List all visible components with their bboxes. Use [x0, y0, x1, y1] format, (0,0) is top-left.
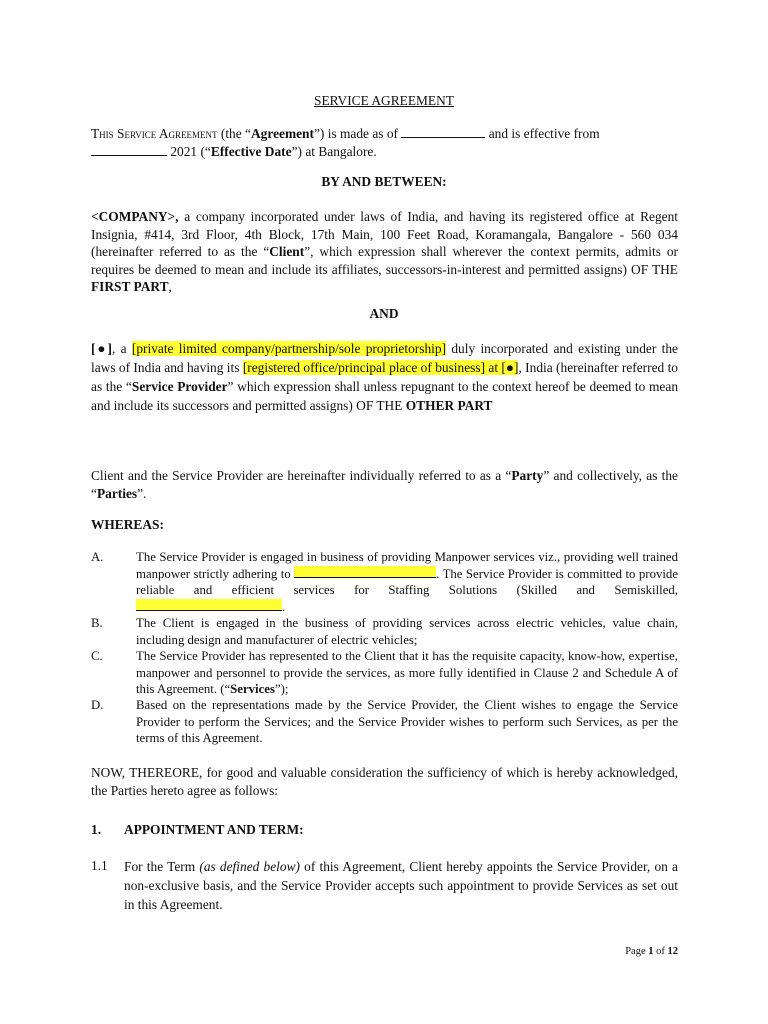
party2-paragraph: [●], a [private limited company/partnership/sole proprietorship] duly incorporated and existing under the laws of India and having its [registered office/principal place of business] at [●], India (hereinafter referred to as the “Service Provider” which expression shall unless repugnant to the context hereof be deemed to mean and include its successors and permitted assigns) OF THE OTHER PART	[91, 341, 679, 413]
date-blank[interactable]	[401, 126, 485, 138]
section-1-number: 1.	[91, 822, 102, 837]
now-therefore-paragraph: NOW, THEREORE, for good and valuable consideration the sufficiency of which is hereby acknowledged, the Parties hereto agree as follows:	[91, 765, 678, 798]
office-placeholder: [registered office/principal place of business] at [●]	[242, 360, 519, 375]
clause-1-1-number: 1.1	[91, 858, 108, 873]
section-1-title: APPOINTMENT AND TERM:	[124, 822, 304, 837]
page-number: Page 1 of 12	[625, 946, 678, 957]
recital-d-label: D.	[91, 698, 104, 712]
parties-definition-paragraph: Client and the Service Provider are hereinafter individually referred to as a “Party” and collectively, as the “Parties”.	[91, 468, 679, 501]
service-scope-blank[interactable]	[294, 566, 436, 578]
preamble-lead: This Service Agreement	[91, 126, 218, 141]
recital-c: The Service Provider has represented to the Client that it has the requisite capacity, know-how, expertise, manpower and personnel to provide the services, as more fully identified in Clause 2 and Schedule A of this Agreement. (“Services”);	[136, 649, 678, 696]
entity-type-placeholder: [private limited company/partnership/sole proprietorship]	[131, 341, 447, 356]
recital-b: The Client is engaged in the business of providing services across electric vehicles, value chain, including design and manufacturer of electric vehicles;	[136, 616, 678, 647]
clause-1-1: For the Term (as defined below) of this Agreement, Client hereby appoints the Service Provider, on a non-exclusive basis, and the Service Provider accepts such appointment to provide Services as set out in this Agreement.	[124, 859, 678, 912]
recital-d: Based on the representations made by the Service Provider, the Client wishes to engage the Service Provider to perform the Services; and the Service Provider wishes to perform such Services, as per the terms of this Agreement.	[136, 698, 678, 745]
recital-a: The Service Provider is engaged in business of providing Manpower services viz., providing well trained manpower strictly adhering to . The Service Provider is committed to provide reliable and efficient services for Staffing Solutions (Skilled and Semiskilled, .	[136, 550, 679, 614]
by-and-between-heading: BY AND BETWEEN:	[321, 174, 447, 189]
and-heading: AND	[369, 306, 399, 321]
recital-b-label: B.	[91, 616, 103, 630]
worker-type-blank[interactable]	[136, 599, 282, 611]
recital-a-label: A.	[91, 550, 104, 564]
preamble-paragraph: This Service Agreement (the “Agreement”) is made as of and is effective from 2021 (“Effective Date”) at Bangalore.	[91, 126, 600, 159]
recital-c-label: C.	[91, 649, 103, 663]
whereas-heading: WHEREAS:	[91, 517, 164, 532]
agreement-title: SERVICE AGREEMENT	[314, 93, 454, 108]
party1-paragraph: <COMPANY>, a company incorporated under laws of India, and having its registered office at Regent Insignia, #414, 3rd Floor, 4th Block, 17th Main, 100 Feet Road, Koramangala, Bangalore - 560 034 (hereinafter referred to as the “Client”, which expression shall wherever the context permits, admits or requires be deemed to mean and include its affiliates, successors-in-interest and permitted assigns) OF THE FIRST PART,	[91, 209, 678, 294]
day-blank[interactable]	[91, 144, 167, 156]
